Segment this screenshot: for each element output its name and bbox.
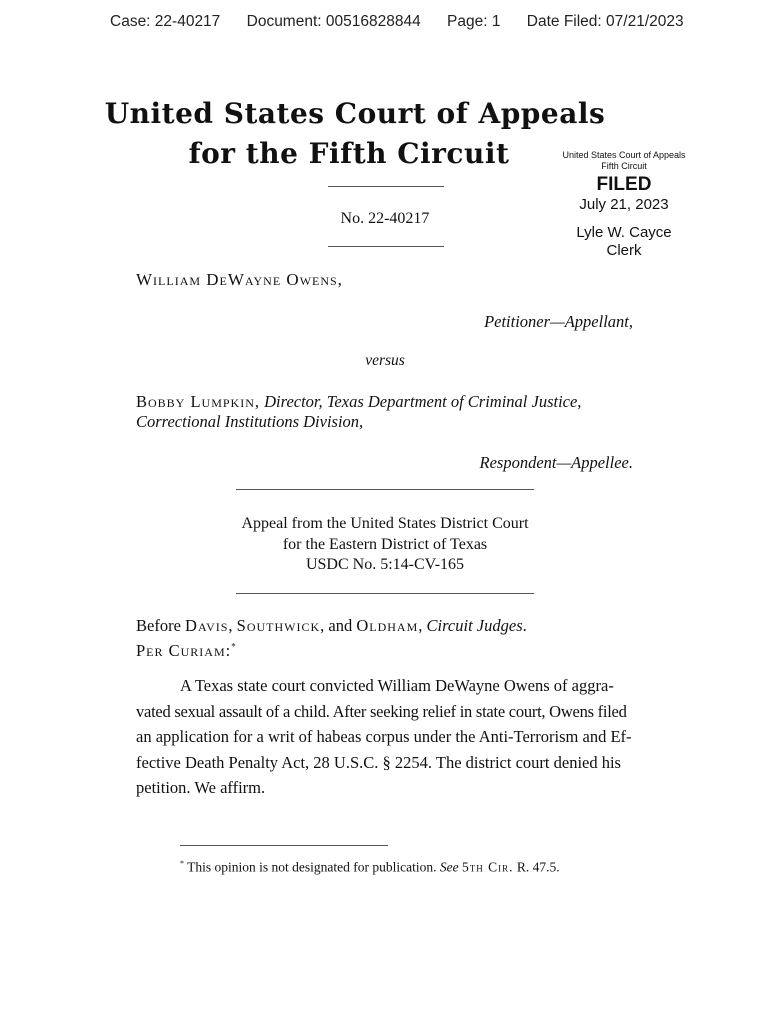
opinion-line: an application for a writ of habeas corpus under the Anti-Terrorism and Ef- bbox=[136, 727, 632, 747]
stamp-circuit: Fifth Circuit bbox=[601, 161, 647, 171]
appeal-line2: for the Eastern District of Texas bbox=[282, 535, 488, 553]
stamp-court: United States Court of Appeals bbox=[562, 150, 686, 160]
panel-period: . bbox=[522, 616, 527, 635]
docket-rule-bottom bbox=[328, 246, 444, 247]
respondent-line1 bbox=[136, 392, 581, 412]
court-title-line2: for the Fifth Circuit bbox=[188, 137, 510, 170]
opinion-line: fective Death Penalty Act, 28 U.S.C. § 2254. The district court denied his bbox=[136, 752, 621, 772]
docket-rule-top bbox=[328, 186, 444, 187]
before-label: Before bbox=[136, 616, 181, 635]
per-curiam: Per Curiam: bbox=[136, 641, 232, 660]
judge-davis: Davis bbox=[185, 616, 229, 635]
stamp-date: July 21, 2023 bbox=[579, 196, 669, 213]
judge-oldham: Oldham bbox=[356, 616, 419, 635]
appeal-rule-bottom bbox=[236, 593, 534, 594]
panel-line bbox=[136, 616, 527, 636]
document-number: Document: 00516828844 bbox=[246, 13, 421, 30]
footnote-see: See bbox=[439, 859, 459, 875]
stamp-clerk-name: Lyle W. Cayce bbox=[576, 224, 672, 241]
case-number: Case: 22-40217 bbox=[110, 13, 221, 30]
panel-comma-2: , bbox=[418, 616, 423, 635]
footnote-rule-number: R. 47.5. bbox=[516, 859, 560, 875]
page-number: Page: 1 bbox=[447, 13, 501, 30]
respondent-role: Respondent—Appellee. bbox=[479, 453, 633, 472]
circuit-judges-label: Circuit Judges bbox=[426, 616, 523, 635]
footnote-citation: 5th Cir. bbox=[461, 859, 514, 875]
footnote-mark: * bbox=[180, 859, 184, 868]
opinion-line: vated sexual assault of a child. After seeking relief in state court, Owens filed bbox=[136, 701, 627, 721]
petitioner-name: William DeWayne Owens, bbox=[136, 270, 343, 289]
footnote-rule bbox=[180, 845, 388, 846]
appeal-rule-top bbox=[236, 489, 534, 490]
opinion-line: petition. We affirm. bbox=[136, 778, 266, 798]
appeal-block bbox=[0, 514, 770, 576]
per-curiam-line bbox=[136, 641, 236, 661]
appeal-line1: Appeal from the United States District Court bbox=[241, 515, 529, 532]
opinion-paragraph bbox=[136, 673, 636, 801]
stamp-clerk-title: Clerk bbox=[606, 242, 642, 259]
footnote bbox=[180, 859, 560, 876]
respondent-description: Director, Texas Department of Criminal Justice, bbox=[264, 392, 582, 411]
versus: versus bbox=[365, 352, 405, 369]
panel-and: , and bbox=[320, 616, 353, 635]
stamp-filed: FILED bbox=[596, 174, 652, 195]
petitioner-role: Petitioner—Appellant, bbox=[484, 312, 633, 331]
court-title-line1: United States Court of Appeals bbox=[104, 97, 606, 130]
respondent-division: Correctional Institutions Division, bbox=[136, 412, 364, 431]
footnote-reference: * bbox=[231, 641, 236, 652]
appeal-line3: USDC No. 5:14-CV-165 bbox=[305, 556, 465, 573]
panel-comma: , bbox=[228, 616, 233, 635]
judge-southwick: Southwick bbox=[236, 616, 321, 635]
opinion-line: A Texas state court convicted William DeWayne Owens of aggra- bbox=[180, 676, 614, 695]
footnote-text: This opinion is not designated for publication. bbox=[187, 859, 437, 875]
filing-header bbox=[110, 13, 684, 31]
respondent-name: Bobby Lumpkin, bbox=[136, 392, 261, 411]
docket-number: No. 22-40217 bbox=[340, 210, 430, 227]
date-filed: Date Filed: 07/21/2023 bbox=[526, 13, 684, 30]
